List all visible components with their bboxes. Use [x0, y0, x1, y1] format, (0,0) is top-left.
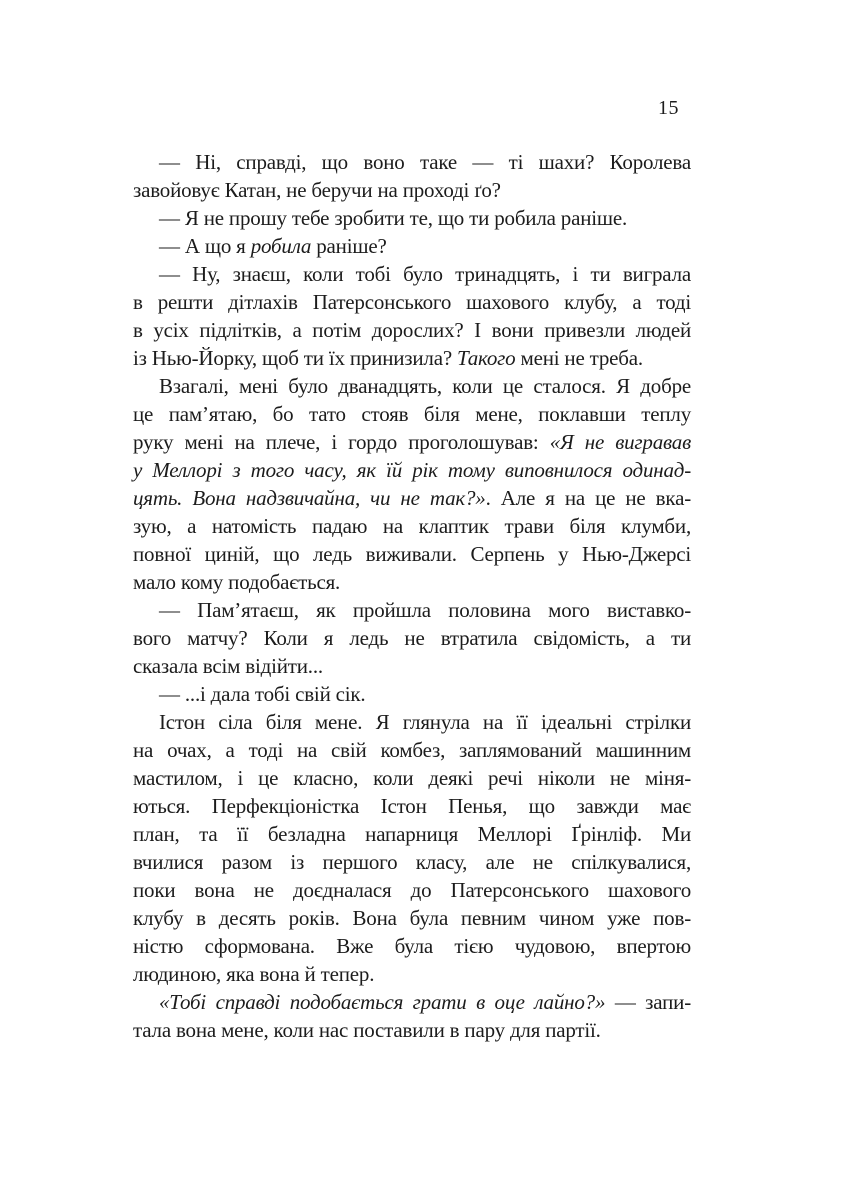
text-line [133, 988, 691, 1016]
text-segment: — Ну, знаєш, коли тобі було тринадцять, і ти виграла [159, 262, 691, 286]
text-segment: клубу в десять років. Вона була певним чином уже пов- [133, 906, 691, 930]
text-line [133, 372, 691, 400]
text-segment: із Нью-Йорку, щоб ти їх принизила? [133, 346, 457, 370]
text-line [133, 876, 691, 904]
text-segment: зую, а натомість падаю на клаптик трави біля клумби, [133, 514, 691, 538]
page-number: 15 [658, 97, 679, 119]
text-segment: це пам’ятаю, бо тато стояв біля мене, поклавши теплу [133, 402, 691, 426]
text-segment: повної циній, що ледь виживали. Серпень у Нью-Джерсі [133, 542, 691, 566]
italic-text-segment: у Меллорі з того часу, як їй рік тому виповнилося одинад- [133, 458, 691, 482]
text-line [133, 512, 691, 540]
text-line [133, 624, 691, 652]
text-segment: на очах, а тоді на свій комбез, заплямований машинним [133, 738, 691, 762]
text-segment: — ...і дала тобі свій сік. [159, 682, 366, 706]
text-line [133, 204, 691, 232]
text-line [133, 932, 691, 960]
text-line [133, 400, 691, 428]
text-line [133, 260, 691, 288]
text-line [133, 316, 691, 344]
text-segment: . Але я на це не вка- [485, 486, 691, 510]
text-line [133, 288, 691, 316]
text-line [133, 764, 691, 792]
text-line [133, 148, 691, 176]
text-segment: вчилися разом із першого класу, але не спілкувалися, [133, 850, 691, 874]
body-text [133, 148, 691, 1044]
text-segment: тала вона мене, коли нас поставили в пару для партії. [133, 1018, 601, 1042]
text-segment: — Пам’ятаєш, як пройшла половина мого виставко- [159, 598, 691, 622]
text-line [133, 848, 691, 876]
text-line [133, 428, 691, 456]
text-line [133, 456, 691, 484]
text-segment: ються. Перфекціоністка Істон Пенья, що завжди має [133, 794, 691, 818]
text-line [133, 904, 691, 932]
text-segment: людиною, яка вона й тепер. [133, 962, 375, 986]
text-segment: мастилом, і це класно, коли деякі речі ніколи не міня- [133, 766, 691, 790]
text-line [133, 176, 691, 204]
italic-text-segment: робила [250, 234, 312, 258]
text-line [133, 708, 691, 736]
text-segment: Істон сіла біля мене. Я глянула на її ідеальні стрілки [159, 710, 691, 734]
text-segment: в решти дітлахів Патерсонського шахового клубу, а тоді [133, 290, 691, 314]
text-line [133, 960, 691, 988]
text-line [133, 652, 691, 680]
text-segment: Взагалі, мені було дванадцять, коли це сталося. Я добре [159, 374, 691, 398]
italic-text-segment: «Тобі справді подобається грати в оце лайно?» [159, 990, 606, 1014]
text-line [133, 232, 691, 260]
text-line [133, 792, 691, 820]
text-segment: раніше? [311, 234, 387, 258]
text-line [133, 568, 691, 596]
text-segment: — Ні, справді, що воно таке — ті шахи? Королева [159, 150, 691, 174]
text-segment: завойовує Катан, не беручи на проході ґо? [133, 178, 501, 202]
text-line [133, 596, 691, 624]
text-segment: — А що я [159, 234, 251, 258]
text-segment: вого матчу? Коли я ледь не втратила свідомість, а ти [133, 626, 691, 650]
text-segment: руку мені на плече, і гордо проголошував: [133, 430, 550, 454]
text-line [133, 484, 691, 512]
text-line [133, 344, 691, 372]
text-segment: план, та її безладна напарниця Меллорі Ґрінліф. Ми [133, 822, 691, 846]
text-segment: сказала всім відійти... [133, 654, 323, 678]
text-line [133, 1016, 691, 1044]
text-segment: мені не треба. [515, 346, 643, 370]
text-line [133, 820, 691, 848]
text-line [133, 736, 691, 764]
text-segment: поки вона не доєдналася до Патерсонського шахового [133, 878, 691, 902]
italic-text-segment: Такого [457, 346, 516, 370]
text-segment: ністю сформована. Вже була тією чудовою, впертою [133, 934, 691, 958]
text-segment: — запи- [605, 990, 691, 1014]
text-line [133, 680, 691, 708]
italic-text-segment: «Я не вигравав [549, 430, 691, 454]
text-segment: — Я не прошу тебе зробити те, що ти робила раніше. [159, 206, 628, 230]
text-segment: в усіх підлітків, а потім дорослих? І вони привезли людей [133, 318, 691, 342]
italic-text-segment: цять. Вона надзвичайна, чи не так?» [133, 486, 486, 510]
text-line [133, 540, 691, 568]
text-segment: мало кому подобається. [133, 570, 341, 594]
